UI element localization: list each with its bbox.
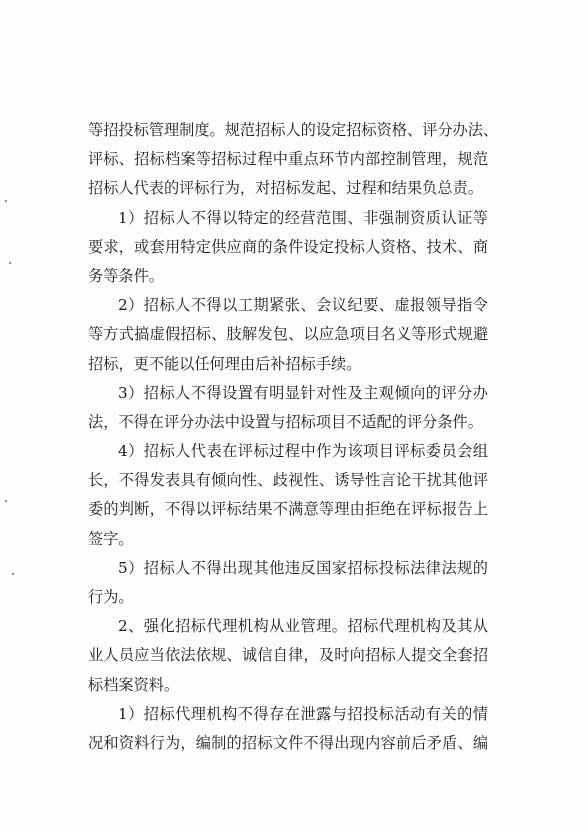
text-line: 况和资料行为，编制的招标文件不得出现内容前后矛盾、编 (88, 733, 488, 752)
text-line: 1）招标代理机构不得存在泄露与招投标活动有关的情 (118, 704, 488, 723)
text-line: 标档案资料。 (88, 675, 180, 694)
text-line: 3）招标人不得设置有明显针对性及主观倾向的评分办 (118, 383, 488, 402)
text-line: 招标，更不能以任何理由后补招标手续。 (88, 354, 362, 373)
document-body (88, 116, 499, 758)
scan-speck (5, 200, 7, 202)
text-line: 2、强化招标代理机构从业管理。招标代理机构及其从 (118, 617, 488, 636)
text-line: 5）招标人不得出现其他违反国家招标投标法律法规的 (118, 558, 488, 577)
text-line: 招标人代表的评标行为，对招标发起、过程和结果负总责。 (88, 179, 483, 198)
scan-speck (12, 573, 14, 575)
text-line: 务等条件。 (88, 266, 164, 285)
text-line: 委的判断，不得以评标结果不满意等理由拒绝在评标报告上 (88, 500, 488, 519)
text-line: 等招投标管理制度。规范招标人的设定招标资格、评分办法、 (88, 121, 499, 139)
text-line: 行为。 (88, 588, 134, 606)
text-line: 1）招标人不得以特定的经营范围、非强制资质认证等 (118, 208, 488, 227)
text-line: 4）招标人代表在评标过程中作为该项目评标委员会组 (118, 442, 488, 461)
scan-speck (5, 500, 7, 502)
text-line: 要求，或套用特定供应商的条件设定投标人资格、技术、商 (88, 237, 488, 256)
text-line: 法，不得在评分办法中设置与招标项目不适配的评分条件。 (88, 412, 483, 431)
scan-speck (9, 262, 11, 264)
text-line: 等方式搞虚假招标、肢解发包、以应急项目名义等形式规避 (88, 325, 488, 344)
text-line: 长，不得发表具有倾向性、歧视性、诱导性言论干扰其他评 (88, 471, 488, 490)
text-line: 签字。 (88, 529, 134, 548)
text-line: 业人员应当依法依规、诚信自律，及时向招标人提交全套招 (88, 646, 488, 665)
text-line: 2）招标人不得以工期紧张、会议纪要、虚报领导指令 (118, 296, 488, 315)
text-line: 评标、招标档案等招标过程中重点环节内部控制管理，规范 (88, 150, 488, 169)
